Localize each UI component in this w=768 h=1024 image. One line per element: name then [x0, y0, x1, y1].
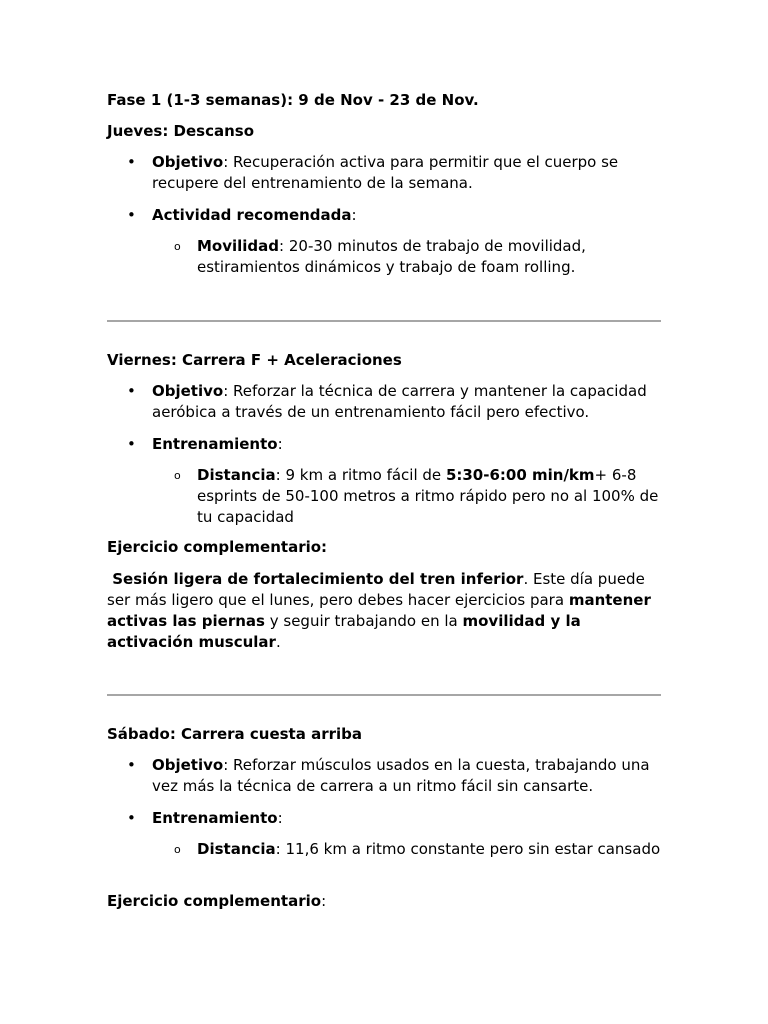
friday-objective-text: : Reforzar la técnica de carrera y mantener la capacidad aeróbica a través de un entrenamiento fácil pero efectivo. — [152, 382, 647, 421]
saturday-complementary-heading — [107, 891, 667, 912]
friday-session-bold-3: movilidad y la activación muscular — [107, 612, 586, 651]
friday-distance-item — [174, 465, 667, 528]
section-divider — [107, 320, 661, 322]
friday-complementary-heading: Ejercicio complementario: — [107, 538, 328, 556]
saturday-training-text: : — [277, 809, 283, 827]
bullet-icon: • — [127, 382, 136, 400]
sub-bullet-icon: o — [174, 469, 181, 482]
bullet-icon: • — [127, 435, 136, 453]
friday-training-text: : — [277, 435, 283, 453]
friday-heading: Viernes: Carrera F + Aceleraciones — [107, 351, 402, 369]
friday-session-paragraph — [107, 569, 667, 653]
sub-bullet-icon: o — [174, 240, 181, 253]
saturday-distance-item — [174, 839, 667, 860]
bullet-icon: • — [127, 153, 136, 171]
thursday-mobility-item — [174, 236, 667, 278]
friday-session-text-1: . Este día puede ser más ligero que el lunes, pero debes hacer ejercicios para — [107, 570, 650, 609]
thursday-objective-item — [127, 152, 667, 194]
bullet-icon: • — [127, 756, 136, 774]
thursday-activity-item — [127, 205, 667, 226]
thursday-objective-text: : Recuperación activa para permitir que el cuerpo se recupere del entrenamiento de la semana. — [152, 153, 619, 192]
saturday-complementary-text: : — [321, 892, 327, 910]
friday-session-bold-2: mantener activas las piernas — [107, 591, 657, 630]
saturday-objective-label: Objetivo — [152, 756, 224, 774]
saturday-objective-text: : Reforzar músculos usados en la cuesta, trabajando una vez más la técnica de carrera a un ritmo fácil sin cansarte. — [152, 756, 650, 795]
friday-session-bold-1: Sesión ligera de fortalecimiento del tren inferior — [107, 570, 524, 588]
friday-distance-text-2: + 6-8 esprints de 50-100 metros a ritmo rápido pero no al 100% de tu capacidad — [197, 466, 659, 526]
friday-pace: 5:30-6:00 min/km — [445, 466, 595, 484]
saturday-distance-label: Distancia — [197, 840, 276, 858]
saturday-distance-text: : 11,6 km a ritmo constante pero sin estar cansado — [275, 840, 661, 858]
saturday-training-label: Entrenamiento — [152, 809, 278, 827]
bullet-icon: • — [127, 809, 136, 827]
sub-bullet-icon: o — [174, 843, 181, 856]
friday-training-item — [127, 434, 667, 455]
friday-distance-label: Distancia — [197, 466, 276, 484]
section-divider — [107, 694, 661, 696]
saturday-complementary-label: Ejercicio complementario — [107, 892, 322, 910]
friday-session-text-3: . — [275, 633, 281, 651]
thursday-activity-text: : — [351, 206, 357, 224]
bullet-icon: • — [127, 206, 136, 224]
friday-objective-label: Objetivo — [152, 382, 224, 400]
phase-title: Fase 1 (1-3 semanas): 9 de Nov - 23 de Nov. — [107, 91, 479, 109]
friday-objective-item — [127, 381, 667, 423]
thursday-objective-label: Objetivo — [152, 153, 224, 171]
thursday-activity-label: Actividad recomendada — [152, 206, 352, 224]
friday-session-text-2: y seguir trabajando en la — [264, 612, 463, 630]
saturday-objective-item — [127, 755, 667, 797]
thursday-mobility-label: Movilidad — [197, 237, 280, 255]
friday-distance-text: : 9 km a ritmo fácil de — [275, 466, 446, 484]
saturday-training-item — [127, 808, 667, 829]
saturday-heading: Sábado: Carrera cuesta arriba — [107, 725, 362, 743]
friday-training-label: Entrenamiento — [152, 435, 278, 453]
thursday-mobility-text: : 20-30 minutos de trabajo de movilidad, estiramientos dinámicos y trabajo de foam rolling. — [197, 237, 586, 276]
thursday-heading: Jueves: Descanso — [107, 122, 255, 140]
